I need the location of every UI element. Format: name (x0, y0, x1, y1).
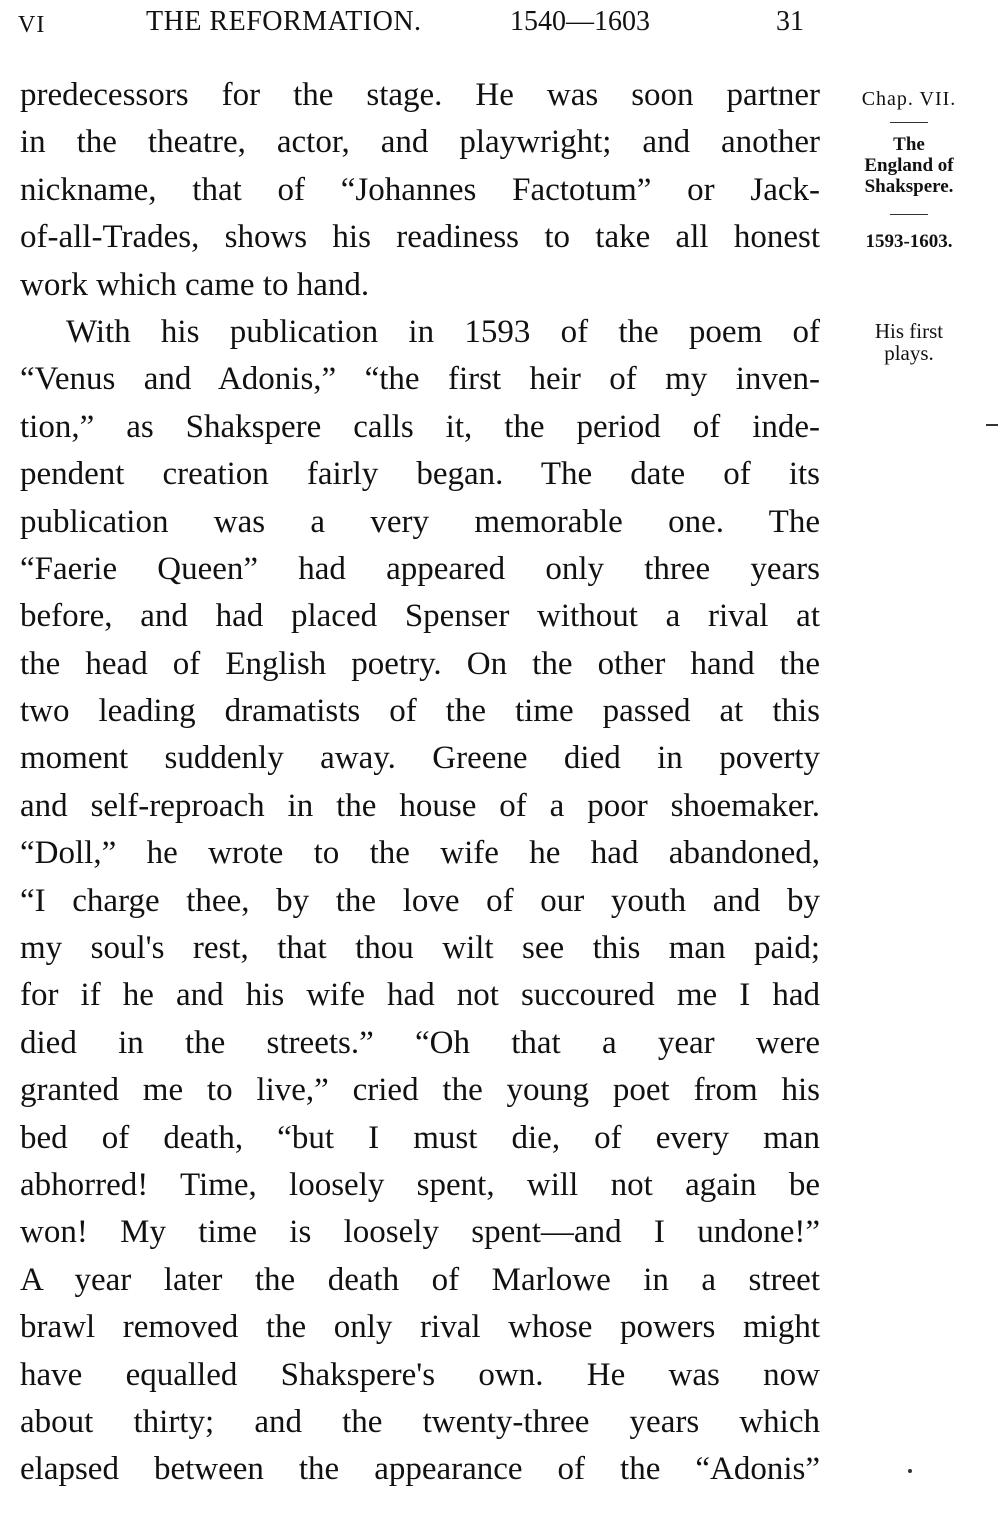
body-line: “Faerie Queen” had appeared only three years (20, 550, 820, 587)
margin-chapter-label: Chap. VII. (861, 88, 957, 110)
body-line: bed of death, “but I must die, of every man (20, 1119, 820, 1156)
margin-sidenote-line: plays. (884, 341, 934, 365)
running-head (18, 6, 818, 40)
body-line: “I charge thee, by the love of our youth and by (20, 882, 820, 919)
body-line: granted me to live,” cried the young poet from his (20, 1072, 820, 1109)
page-number: 31 (776, 6, 804, 37)
margin-rule (890, 122, 928, 123)
running-head-chapter: VI (18, 12, 46, 38)
body-line: have equalled Shakspere's own. He was now (20, 1356, 820, 1393)
body-text (20, 72, 820, 1494)
body-line: two leading dramatists of the time passed at this (20, 693, 820, 730)
body-line: “Venus and Adonis,” “the first heir of my inven- (20, 361, 820, 398)
margin-notes (818, 0, 1000, 1529)
body-line: tion,” as Shakspere calls it, the period of inde- (20, 408, 820, 445)
body-line: moment suddenly away. Greene died in poverty (20, 740, 820, 777)
body-line: predecessors for the stage. He was soon partner (20, 77, 820, 113)
body-line: died in the streets.” “Oh that a year were (20, 1024, 820, 1061)
body-line: abhorred! Time, loosely spent, will not again be (20, 1166, 820, 1203)
body-line: my soul's rest, that thou wilt see this man paid; (20, 930, 820, 967)
margin-subject-line: The (893, 134, 925, 155)
body-line: elapsed between the appearance of the “Adonis” (20, 1451, 820, 1488)
scan-mark (908, 1469, 912, 1473)
margin-rule (890, 214, 928, 215)
body-line: for if he and his wife had not succoured me I had (20, 977, 820, 1014)
margin-sidenote (818, 320, 1000, 364)
paragraph-first-line: With his publication in 1593 of the poem of (66, 313, 820, 350)
margin-subject (818, 134, 1000, 197)
body-line: work which came to hand. (20, 266, 370, 303)
body-line: before, and had placed Spenser without a rival at (20, 598, 820, 635)
body-line: and self-reproach in the house of a poor shoemaker. (20, 787, 820, 824)
body-line: publication was a very memorable one. The (20, 503, 820, 540)
margin-sidenote-line: His first (874, 319, 944, 343)
running-head-title: THE REFORMATION. (146, 6, 422, 37)
body-line: “Doll,” he wrote to the wife he had abandoned, (20, 835, 820, 872)
body-line: of-all-Trades, shows his readiness to take all honest (20, 219, 820, 256)
running-head-dates: 1540—1603 (510, 6, 650, 37)
body-line: brawl removed the only rival whose powers might (20, 1309, 820, 1346)
margin-years: 1593-1603. (865, 231, 953, 252)
scan-mark (986, 424, 998, 426)
body-line: A year later the death of Marlowe in a street (20, 1261, 820, 1298)
margin-subject-line: England of (864, 155, 954, 176)
margin-subject-line: Shakspere. (864, 176, 954, 197)
body-line: in the theatre, actor, and playwright; and another (20, 124, 820, 161)
body-line: won! My time is loosely spent—and I undone!” (20, 1214, 820, 1251)
body-line: about thirty; and the twenty-three years which (20, 1403, 820, 1440)
body-line: the head of English poetry. On the other hand the (20, 645, 820, 682)
body-line: nickname, that of “Johannes Factotum” or Jack- (20, 171, 820, 208)
body-line: pendent creation fairly began. The date of its (20, 456, 820, 493)
